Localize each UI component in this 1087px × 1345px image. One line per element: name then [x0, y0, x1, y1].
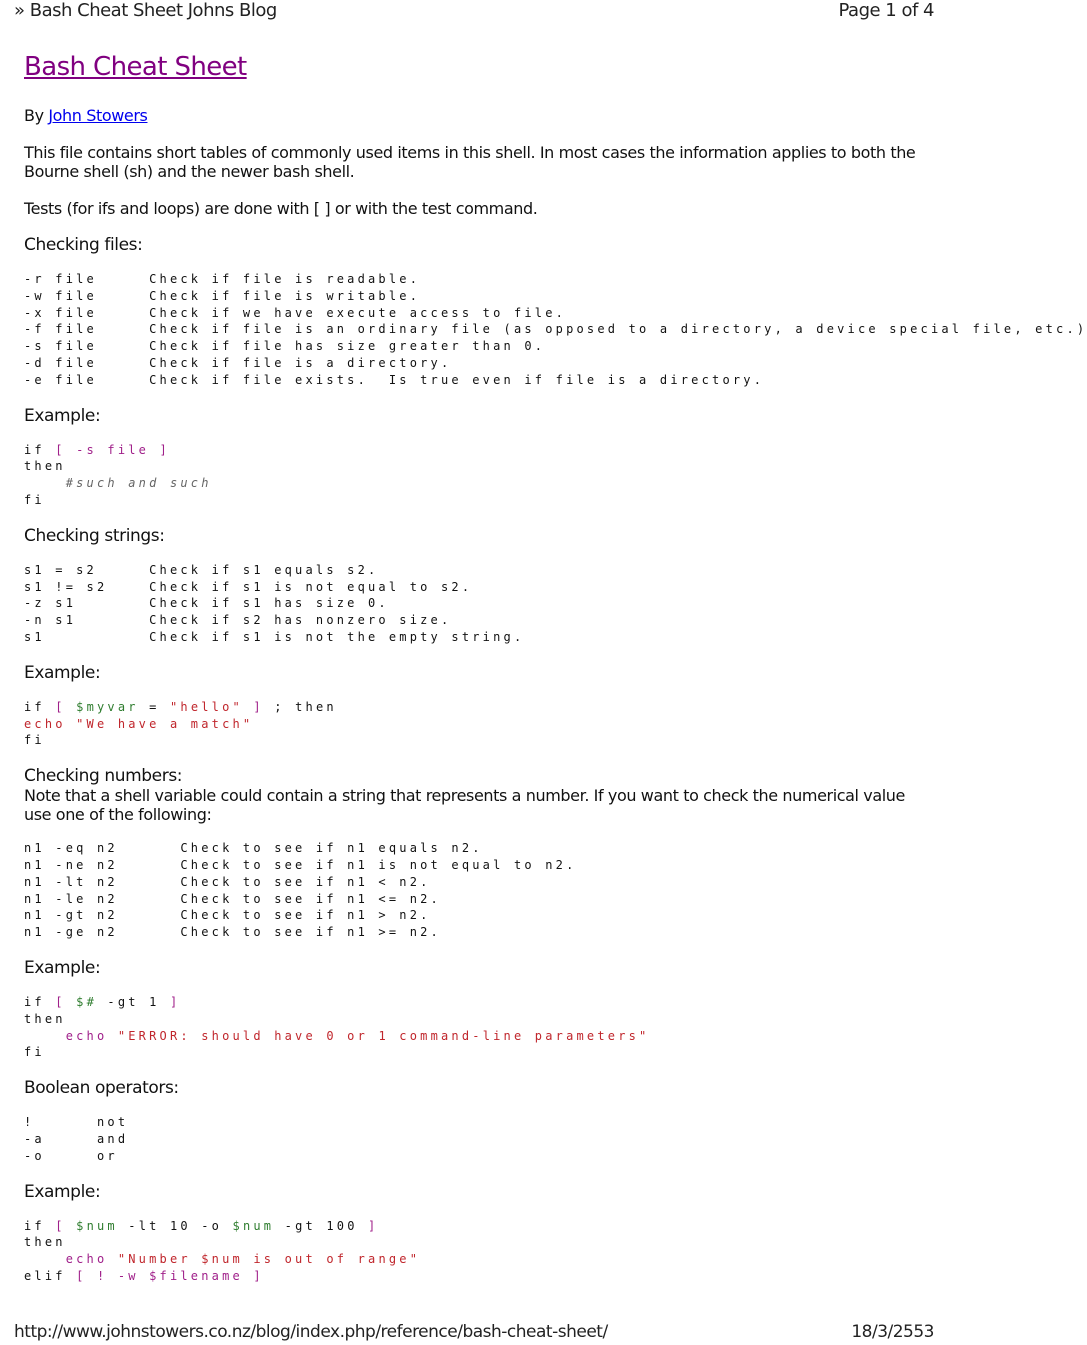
code-string: "We have a match": [76, 716, 254, 731]
code-bracket: ]: [242, 699, 264, 714]
code-keyword: then: [24, 1011, 66, 1026]
code-indent: [24, 1029, 66, 1043]
example-label-4: Example:: [24, 1181, 101, 1202]
code-keyword: fi: [24, 492, 45, 507]
code-operator: -gt 1: [97, 994, 160, 1009]
strings-table: s1 = s2 Check if s1 equals s2. s1 != s2 Check if s1 is not equal to s2. -z s1 Check if s1 has size 0. -n s1 Check if s2 has nonzero size. s1 Check if s1 is not the empty string.: [24, 562, 525, 644]
code-condition: [ -s file ]: [55, 442, 170, 457]
code-condition: [ ! -w $filename ]: [76, 1268, 264, 1283]
checking-strings-heading: Checking strings:: [24, 525, 165, 546]
code-operator: -lt 10 -o: [117, 1218, 233, 1233]
example-code-1: [24, 442, 934, 509]
example-code-2: [24, 699, 934, 749]
code-string: "Number $num is out of range": [117, 1252, 421, 1267]
print-header-page: Page 1 of 4: [838, 0, 934, 21]
code-keyword: elif: [24, 1268, 77, 1283]
code-variable: $num: [76, 1218, 118, 1233]
author-link[interactable]: John Stowers: [48, 106, 148, 125]
boolean-table: ! not -a and -o or: [24, 1115, 129, 1163]
example-label-3: Example:: [24, 957, 101, 978]
code-keyword: fi: [24, 1045, 45, 1060]
print-footer-date: 18/3/2553: [851, 1322, 934, 1342]
code-string: "ERROR: should have 0 or 1 command-line parameters": [117, 1028, 650, 1043]
example-label-1: Example:: [24, 405, 101, 426]
example-label-2: Example:: [24, 662, 101, 683]
numbers-table: n1 -eq n2 Check to see if n1 equals n2. n1 -ne n2 Check to see if n1 is not equal to n2. n1 -lt n2 Check to see if n1 < n2. n1 -le n2 Check to see if n1 <= n2. n1 -gt n2 Check to see if n1 > n2. n1 -ge n2 Check to see if n1 >= n2.: [24, 841, 577, 940]
code-keyword: if: [24, 699, 56, 714]
code-keyword: ; then: [263, 699, 337, 714]
code-bracket: ]: [159, 994, 181, 1009]
checking-files-heading: Checking files:: [24, 235, 143, 255]
print-footer-url: http://www.johnstowers.co.nz/blog/index.php/reference/bash-cheat-sheet/: [14, 1322, 608, 1342]
code-variable: $myvar: [76, 699, 139, 714]
code-keyword: then: [24, 1235, 66, 1250]
code-bracket: ]: [357, 1218, 379, 1233]
byline: [24, 106, 934, 125]
print-header-title: » Bash Cheat Sheet Johns Blog: [14, 0, 277, 21]
code-bracket: [: [55, 1218, 77, 1233]
numbers-note: Note that a shell variable could contain a string that represents a number. If you want to check the numerical value use one of the following:: [24, 786, 905, 825]
code-echo: echo: [65, 1252, 118, 1267]
tests-paragraph: Tests (for ifs and loops) are done with [ ] or with the test command.: [24, 199, 538, 218]
boolean-operators-heading: Boolean operators:: [24, 1078, 179, 1099]
intro-paragraph: This file contains short tables of commonly used items in this shell. In most cases the information applies to both the Bourne shell (sh) and the newer bash shell.: [24, 143, 916, 181]
article: [24, 52, 1087, 1285]
byline-prefix: By: [24, 106, 49, 125]
code-keyword: then: [24, 459, 66, 474]
code-operator: -gt 100: [274, 1218, 358, 1233]
code-echo: echo: [24, 716, 77, 731]
code-operator: =: [138, 699, 170, 714]
files-table: -r file Check if file is readable. -w file Check if file is writable. -x file Check if we have execute access to file. -f file Check if file is an ordinary file (as opposed to a directory, a device special file, etc.) -s file Check if file has size greater than 0. -d file Check if file is a directory. -e file Check if file exists. Is true even if file is a directory.: [24, 272, 1087, 387]
code-keyword: if: [24, 442, 56, 457]
code-indent: [24, 1252, 66, 1266]
code-keyword: fi: [24, 733, 45, 748]
code-bracket: [: [55, 699, 77, 714]
code-keyword: if: [24, 994, 56, 1009]
code-variable: $num: [232, 1218, 275, 1233]
page-title: [24, 52, 934, 82]
code-echo: echo: [65, 1028, 118, 1043]
code-variable: $#: [76, 994, 97, 1009]
checking-numbers-heading: Checking numbers:: [24, 766, 183, 787]
title-link[interactable]: Bash Cheat Sheet: [24, 52, 247, 82]
code-bracket: [: [55, 994, 77, 1009]
code-keyword: if: [24, 1218, 56, 1233]
code-string: "hello": [169, 699, 243, 714]
example-code-3: [24, 994, 934, 1061]
example-code-4: [24, 1218, 934, 1285]
code-comment: #such and such: [24, 476, 212, 491]
